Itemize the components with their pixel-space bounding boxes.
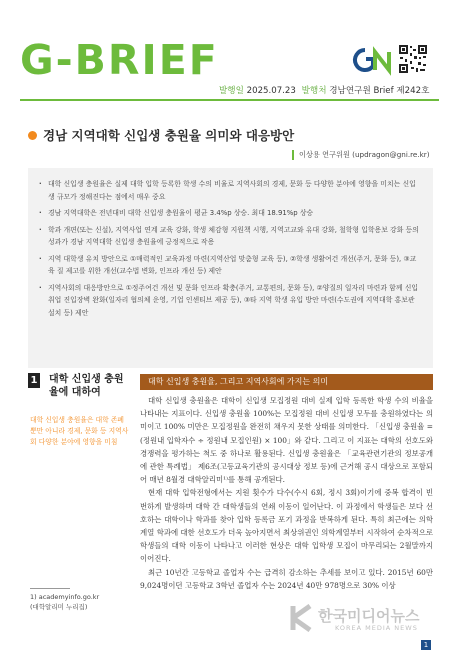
- watermark-logo-icon: [290, 604, 316, 632]
- section-subheading: 대학 신입생 충원율, 그리고 지역사회에 가지는 의미: [140, 374, 433, 390]
- body-paragraph: 대학 신입생 충원율은 대학이 신입생 모집정원 대비 실제 입학 등록한 학생 수의 비율을 나타내는 지표이다. 신입생 충원율 100%는 모집정원 대비 신입생 모두를 충원하였다는 의미이고 100% 미만은 모집정원을 완전히 채우지 못한 상태를 의미한다. 「신입생 충원율 = (정원내 입학자수 ÷ 정원내 모집인원) × 100」와 같다. 그리고 이 지표는 대학의 선호도와 경쟁력을 평가하는 척도 중 하나로 활용된다. 신입생 충원율은 「교육관련기관의 정보공개에 관한 특례법」 제6조(고등교육기관의 공시대상 정보 등)에 근거해 공시 대상으로 포함되어 매년 8월경 대학알리미¹⁾를 통해 공개된다.: [140, 396, 433, 485]
- footnote-source: (대학알리미 누리집): [30, 603, 88, 611]
- summary-item: · 지역사회의 대응방안으로 ①정주여건 개선 및 문화 인프라 확충(주거, 교통편의, 문화 등), ②양질의 일자리 마련과 함께 신입 취업 진입장벽 완화(일자리 협의체 운영, 기업 인센티브 제공 등), ③타 지역 학생 유입 방안 마련(수도권에 지역대학 홍보관 설치 등) 제안: [48, 282, 421, 320]
- summary-item: · 대학 신입생 충원율은 실제 대학 입학 등록한 학생 수의 비율로 지역사회의 경제, 문화 등 다양한 분야에 영향을 미치는 신입생 규모가 정해진다는 점에서 매우 중요: [48, 178, 421, 203]
- publisher-label: 발행처: [301, 86, 327, 96]
- author-line: 이상용 연구위원 (updragon@gni.re.kr): [292, 150, 430, 160]
- brief-label: Brief: [373, 86, 394, 96]
- issue-date-label: 발행일: [219, 86, 244, 96]
- qr-code-icon[interactable]: [398, 44, 428, 74]
- section-description: 대학 신입생 충원율은 대학 존폐뿐만 아니라 경제, 문화 등 지역사회 다양한 분야에 영향을 미침: [30, 416, 129, 446]
- title-bullet-icon: [28, 131, 37, 140]
- footnote-url[interactable]: 1) academyinfo.go.kr: [30, 593, 100, 601]
- article-title-row: [28, 126, 294, 144]
- publisher: 경남연구원: [329, 86, 371, 96]
- page-number: 1: [421, 640, 431, 650]
- summary-item: · 지역 대학생 유치 방안으로 ①매력적인 교육과정 마련(지역산업 맞춤형 교육 등), ②학생 생활여건 개선(주거, 문화 등), ③교육 질 제고를 위한 개선(교수법 변화, 인프라 개선 등) 제안: [48, 253, 421, 278]
- body-paragraph: 현재 대학 입학전형에서는 지원 횟수가 다수(수시 6회, 정시 3회)이기에 중복 합격이 빈번하게 발생하며 대학 간 대학생들의 연쇄 이동이 일어난다. 이 과정에서 학생들은 보다 선호하는 대학이나 학과를 찾아 입학 등록금 포기 과정을 반복하게 된다. 특히 최근에는 의학계열 학과에 대한 선호도가 더욱 높아지면서 최상위권인 의학계열부터 시작하여 순차적으로 학생들의 대학 이동이 나타나고 이러한 현상은 대학 입학생 모집이 마무리되는 2월말까지 이어진다.: [140, 488, 433, 564]
- brief-number: 제242호: [396, 86, 430, 96]
- issue-meta: [219, 84, 429, 96]
- footnote: [30, 592, 99, 612]
- header-divider: [20, 99, 439, 101]
- gni-logo-icon: [351, 44, 393, 76]
- summary-box: [28, 168, 433, 368]
- article-title: 경남 지역대학 신입생 충원율 의미와 대응방안: [43, 128, 295, 143]
- issue-date: 2025.07.23: [246, 86, 296, 96]
- watermark-subtext: KOREA MEDIA NEWS: [335, 624, 418, 632]
- body-paragraph: 최근 10년간 고등학교 졸업자 수는 급격히 감소하는 추세를 보이고 있다. 2015년 60만 9,024명이던 고등학교 3학년 졸업자 수는 2024년 40만 978명으로 30% 이상: [140, 567, 433, 590]
- body-text: [140, 394, 433, 592]
- summary-item: · 경남 지역대학은 전년대비 대학 신입생 충원율이 평균 3.4%p 상승. 최대 18.91%p 상승: [48, 207, 421, 220]
- section-number: 1: [28, 373, 40, 388]
- footnote-divider: [30, 588, 70, 589]
- watermark-text: 한국미디어뉴스: [318, 607, 420, 625]
- g-brief-logo: G-BRIEF: [20, 36, 219, 84]
- section-title: 대학 신입생 충원율에 대하여: [49, 374, 124, 398]
- summary-item: · 학과 개편(또는 신설), 지역사업 연계 교육 강화, 학생 체감형 지원책 시행, 지역고교와 유대 강화, 철학형 입학용보 강화 등의 성과가 경남 지역대학 신입생 충원율에 긍정적으로 작용: [48, 224, 421, 249]
